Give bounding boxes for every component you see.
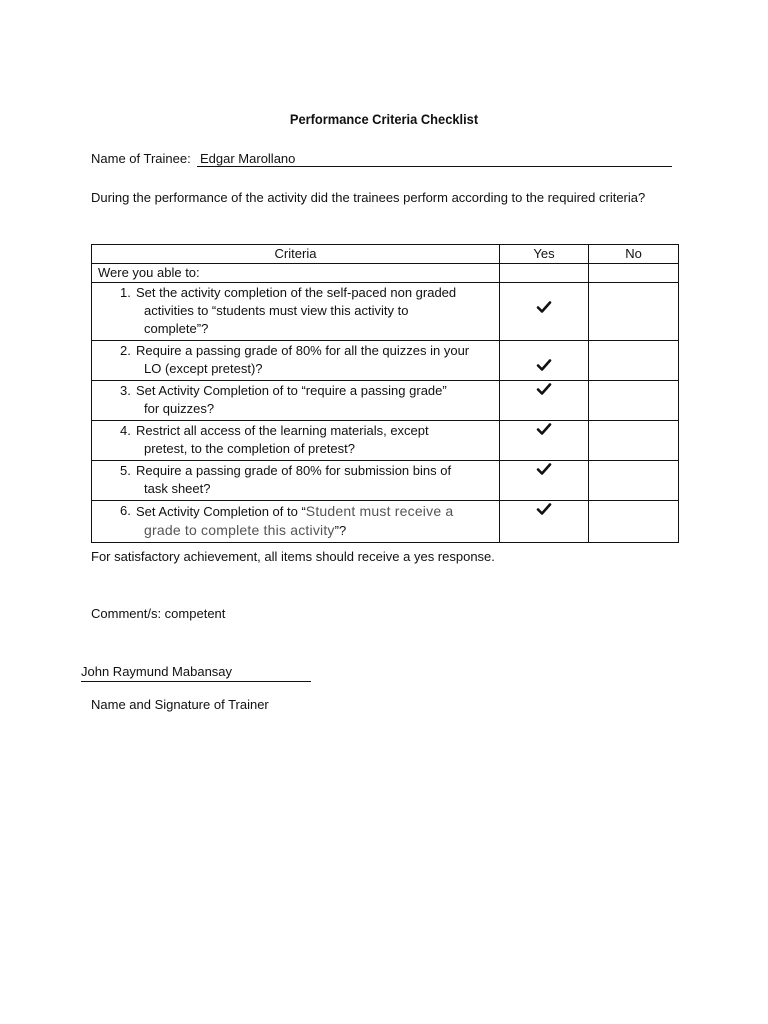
intro-question: During the performance of the activity did the trainees perform according to the required criteria? bbox=[91, 190, 646, 205]
table-row bbox=[92, 283, 679, 341]
yes-cell bbox=[500, 461, 589, 501]
satisfactory-note: For satisfactory achievement, all items should receive a yes response. bbox=[91, 549, 495, 564]
item-number: 1. bbox=[120, 285, 131, 300]
item-text: task sheet? bbox=[144, 481, 211, 496]
item-text: Require a passing grade of 80% for all the quizzes in your bbox=[136, 343, 470, 358]
item-text: Student must receive a bbox=[305, 503, 454, 519]
item-text: ”? bbox=[334, 523, 347, 538]
trainee-label: Name of Trainee: bbox=[91, 151, 191, 166]
yes-cell bbox=[500, 501, 589, 543]
item-text: Require a passing grade of 80% for submission bins of bbox=[136, 463, 452, 478]
page-title: Performance Criteria Checklist bbox=[289, 111, 479, 127]
yes-cell bbox=[500, 283, 589, 341]
sub-label-row bbox=[92, 264, 679, 283]
item-text: LO (except pretest)? bbox=[144, 361, 263, 376]
no-cell bbox=[589, 341, 679, 381]
trainee-name-value: Edgar Marollano bbox=[197, 151, 672, 167]
no-cell bbox=[589, 421, 679, 461]
table-row bbox=[92, 421, 679, 461]
trainer-caption: Name and Signature of Trainer bbox=[91, 697, 269, 712]
yes-cell bbox=[500, 381, 589, 421]
check-icon bbox=[536, 462, 552, 476]
no-cell bbox=[589, 501, 679, 543]
item-number: 2. bbox=[120, 343, 131, 358]
table-row bbox=[92, 341, 679, 381]
criteria-table bbox=[91, 244, 679, 543]
check-icon bbox=[536, 422, 552, 436]
trainer-name: John Raymund Mabansay bbox=[81, 664, 311, 682]
item-text: complete”? bbox=[144, 321, 209, 336]
no-header: No bbox=[589, 245, 679, 264]
item-text: Restrict all access of the learning materials, except bbox=[136, 423, 429, 438]
table-row bbox=[92, 461, 679, 501]
criteria-header: Criteria bbox=[92, 245, 500, 264]
trainee-name-row bbox=[91, 151, 672, 167]
item-text: Set Activity Completion of to “require a passing grade” bbox=[136, 383, 447, 398]
item-text: grade to complete this activity bbox=[144, 522, 335, 538]
check-icon bbox=[536, 358, 552, 372]
item-text: pretest, to the completion of pretest? bbox=[144, 441, 356, 456]
item-text: for quizzes? bbox=[144, 401, 215, 416]
table-row bbox=[92, 381, 679, 421]
no-cell bbox=[589, 264, 679, 283]
table-header-row bbox=[92, 245, 679, 264]
criteria-cell bbox=[92, 283, 500, 341]
item-text: Set Activity Completion of to “ bbox=[136, 504, 306, 519]
item-number: 3. bbox=[120, 383, 131, 398]
yes-header: Yes bbox=[500, 245, 589, 264]
item-number: 6. bbox=[120, 503, 131, 518]
criteria-cell bbox=[92, 461, 500, 501]
criteria-cell bbox=[92, 341, 500, 381]
yes-cell bbox=[500, 421, 589, 461]
no-cell bbox=[589, 461, 679, 501]
item-text: activities to “students must view this activity to bbox=[144, 303, 409, 318]
no-cell bbox=[589, 381, 679, 421]
yes-cell bbox=[500, 341, 589, 381]
check-icon bbox=[536, 300, 552, 314]
item-text: Set the activity completion of the self-paced non graded bbox=[136, 285, 457, 300]
criteria-cell bbox=[92, 501, 500, 543]
no-cell bbox=[589, 283, 679, 341]
criteria-cell bbox=[92, 381, 500, 421]
comment-text: Comment/s: competent bbox=[91, 606, 226, 621]
check-icon bbox=[536, 382, 552, 396]
table-row bbox=[92, 501, 679, 543]
check-icon bbox=[536, 502, 552, 516]
item-number: 5. bbox=[120, 463, 131, 478]
criteria-cell bbox=[92, 421, 500, 461]
sub-label: Were you able to: bbox=[92, 264, 500, 283]
yes-cell bbox=[500, 264, 589, 283]
item-text-line2 bbox=[136, 521, 495, 540]
item-number: 4. bbox=[120, 423, 131, 438]
